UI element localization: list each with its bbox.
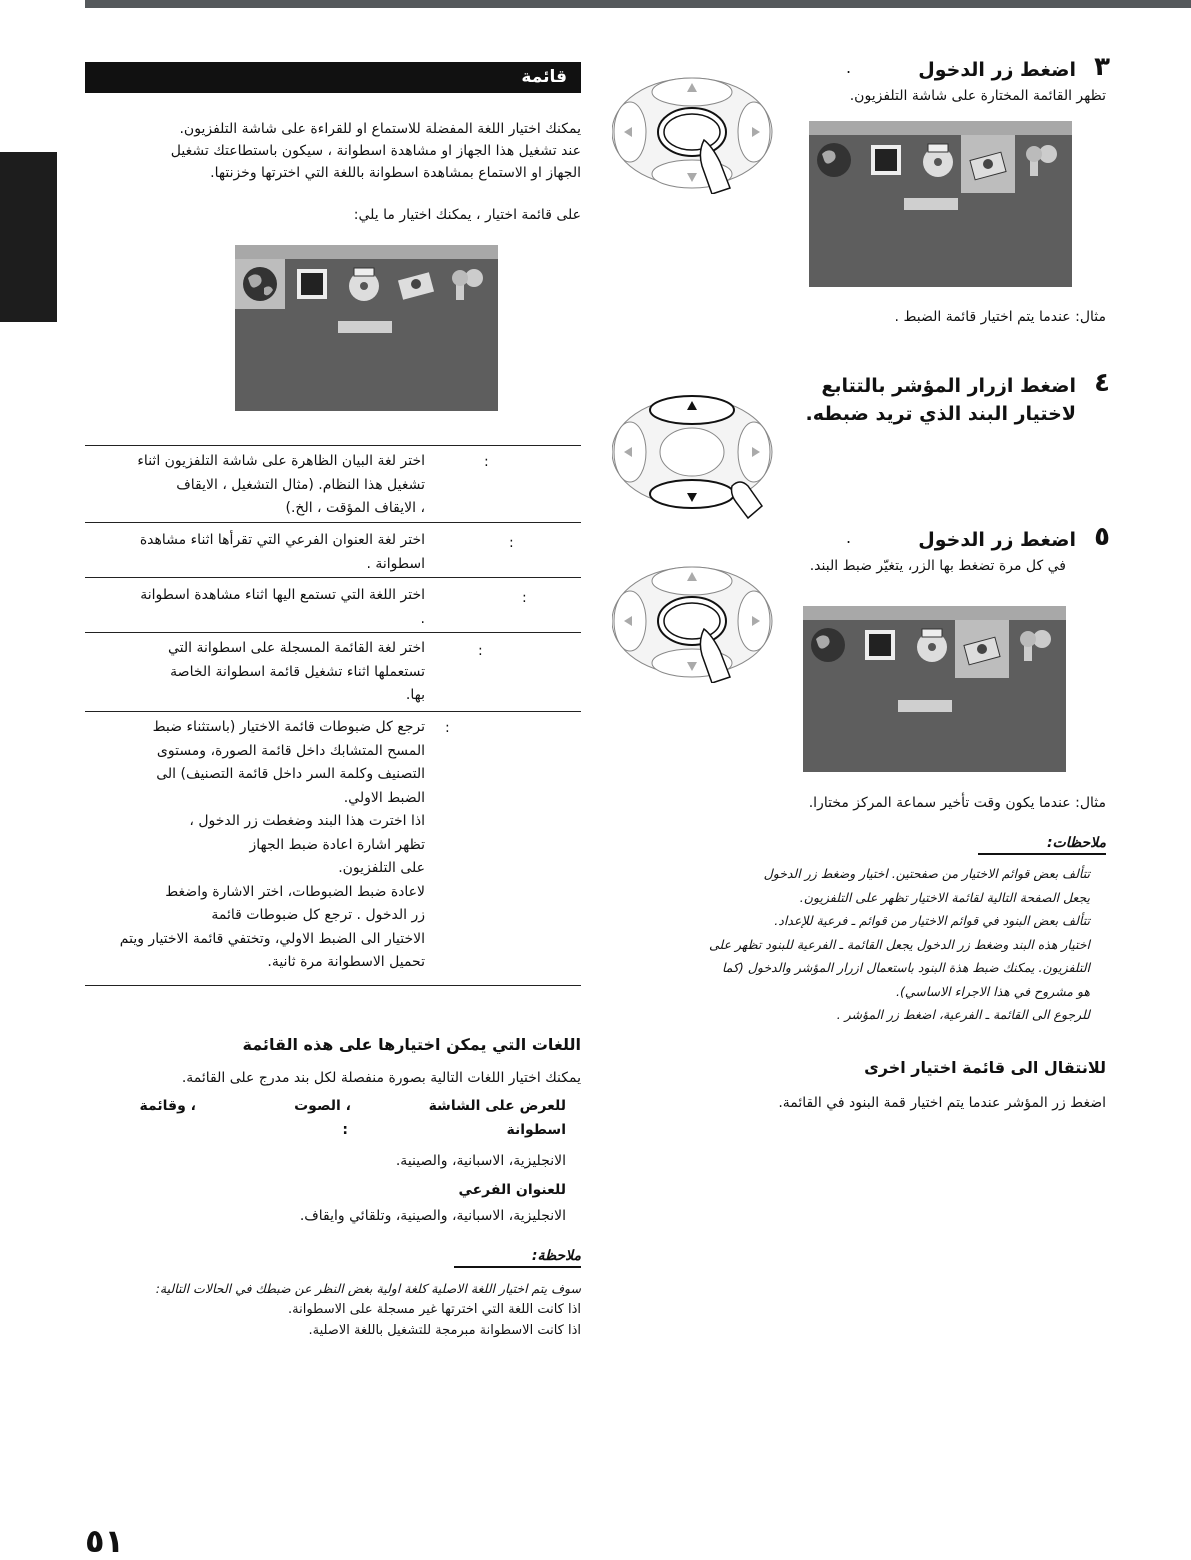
disc-label-line: اسطوانة : xyxy=(342,1122,566,1138)
languages-title: اللغات التي يمكن اختيارها على هذه القائمة xyxy=(242,1035,581,1054)
step-desc: تظهر القائمة المختارة على شاشة التلفزيون. xyxy=(849,88,1106,104)
setup-icon xyxy=(391,259,441,309)
remote-cursor-pad-updown xyxy=(612,394,774,522)
table-row: : اختر اللغة التي تستمع اليها اثناء مشاهدة اسطوانة . xyxy=(85,577,581,632)
intro-line: يمكنك اختيار اللغة المفضلة للاستماع او للقراءة على شاشة التلفزيون. xyxy=(179,121,581,137)
disc-menu-label: ، وقائمة xyxy=(139,1098,196,1114)
display-values: الانجليزية، الاسبانية، والصينية. xyxy=(395,1153,566,1169)
row-text: اختر لغة البيان الظاهرة على شاشة التلفزيون اثناء تشغيل هذا النظام. (مثال التشغيل ، الايقاف ، الايقاف المؤقت ، الخ.) xyxy=(137,453,425,516)
section-title: قائمة xyxy=(521,67,567,87)
key-icon xyxy=(1011,620,1061,670)
intro-line: عند تشغيل هذا الجهاز او مشاهدة اسطوانة ، سيكون باستطاعتك تشغيل xyxy=(170,143,581,159)
page-number: ٥١ xyxy=(85,1522,125,1560)
step-title: اضغط ازرار المؤشر بالتتابع xyxy=(821,375,1076,397)
table-row: : ترجع كل ضبوطات قائمة الاختيار (باستثناء ضبط المسح المتشابك داخل قائمة الصورة، ومستوى التصنيف وكلمة السر داخل قائمة التصنيف) الى الضبط الاولي. اذا اخترت هذا البند وضغطت زر الدخول ، تظهر اشارة اعادة ضبط الجهاز على التلفزيون. لاعادة ضبط الضبوطات، اختر الاشارة واضغط زر الدخول . ترجع كل ضبوطات قائمة الاختيار الى الضبط الاولي، وتختفي قائمة الاختيار ويتم تحميل الاسطوانة مرة ثانية. xyxy=(85,711,581,986)
remote-cursor-pad xyxy=(612,565,774,683)
notes-right-body: تتألف بعض قوائم الاختيار من صفحتين. اختيار وضغط زر الدخول يجعل الصفحة التالية لقائمة الاختيار تظهر على التلفزيون. تتألف بعض البنود في قوائم الاختيار من قوائم ـ فرعية للإعداد. اختيار هذه البند وضغط زر الدخول يجعل القائمة ـ الفرعية للبنود تظهر على التلفزيون. يمكنك ضبط هذة البنود باستعمال ازرار المؤشر والدخول (كما هو مشروح في هذا الاجراء الاساسي). للرجوع الى القائمة ـ الفرعية، اضغط زر المؤشر . xyxy=(709,866,1090,1022)
top-bar xyxy=(85,0,1191,8)
disc-label: اسطوانة xyxy=(506,1122,566,1138)
row-text: ترجع كل ضبوطات قائمة الاختيار (باستثناء ضبط المسح المتشابك داخل قائمة الصورة، ومستوى التصنيف وكلمة السر داخل قائمة التصنيف) الى الضبط الاولي. اذا اخترت هذا البند وضغطت زر الدخول ، تظهر اشارة اعادة ضبط الجهاز على التلفزيون. لاعادة ضبط الضبوطات، اختر الاشارة واضغط زر الدخول . ترجع كل ضبوطات قائمة الاختيار الى الضبط الاولي، وتختفي قائمة الاختيار ويتم تحميل الاسطوانة مرة ثانية. xyxy=(119,719,425,970)
menu-highlight-bar xyxy=(904,198,958,210)
globe-icon xyxy=(235,259,285,309)
table-row: : اختر لغة البيان الظاهرة على شاشة التلفزيون اثناء تشغيل هذا النظام. (مثال التشغيل ، الايقاف ، الايقاف المؤقت ، الخ.) xyxy=(85,445,581,522)
key-icon xyxy=(1017,135,1067,185)
intro-line: الجهاز او الاستماع بمشاهدة اسطوانة باللغة التي اخترتها وخزنتها. xyxy=(210,165,581,181)
globe-icon xyxy=(809,135,859,185)
audio-label: ، الصوت xyxy=(294,1098,351,1114)
step-title: اضغط زر الدخول xyxy=(918,529,1076,551)
setup-menu-screen-2 xyxy=(803,606,1066,772)
key-icon xyxy=(443,259,493,309)
step-number: ٣ xyxy=(1094,52,1110,82)
move-section-title: للانتقال الى قائمة اختيار اخرى xyxy=(864,1058,1106,1077)
menu-intro: على قائمة اختيار ، يمكنك اختيار ما يلي: xyxy=(353,207,581,223)
step-title: لاختيار البند الذي تريد ضبطه. xyxy=(805,403,1076,425)
notes-right-title: ملاحظات: xyxy=(978,835,1106,855)
picture-icon xyxy=(287,259,337,309)
disc-icon xyxy=(913,135,963,185)
move-section-text: اضغط زر المؤشر عندما يتم اختيار قمة البنود في القائمة. xyxy=(778,1095,1106,1111)
side-tab xyxy=(0,152,57,322)
step-title: اضغط زر الدخول xyxy=(918,59,1076,81)
table-row: : اختر لغة القائمة المسجلة على اسطوانة التي تستعملها اثناء تشغيل قائمة اسطوانة الخاصة بها. xyxy=(85,632,581,711)
menu-highlight-bar xyxy=(898,700,952,712)
note-left-body: سوف يتم اختيار اللغة الاصلية كلغة اولية بغض النظر عن ضبطك في الحالات التالية: اذا كانت اللغة التي اخترتها غير مسجلة على الاسطوانة. اذا كانت الاسطوانة مبرمجة للتشغيل باللغة الاصلية. xyxy=(155,1281,581,1338)
setup-icon xyxy=(955,620,1009,678)
languages-labels xyxy=(85,1098,566,1122)
picture-icon xyxy=(855,620,905,670)
remote-cursor-pad xyxy=(612,76,774,194)
table-row: : اختر لغة العنوان الفرعي التي تقرأها اثناء مشاهدة اسطوانة . xyxy=(85,522,581,577)
menu-strip xyxy=(235,245,498,259)
section-header xyxy=(85,62,581,93)
step-number: ٤ xyxy=(1094,368,1110,398)
step-desc: في كل مرة تضغط بها الزر، يتغيّر ضبط البند. xyxy=(809,558,1066,574)
step-example: مثال: عندما يتم اختيار قائمة الضبط . xyxy=(894,309,1106,325)
language-menu-screen xyxy=(235,245,498,411)
row-text: اختر لغة العنوان الفرعي التي تقرأها اثناء مشاهدة اسطوانة . xyxy=(139,532,425,572)
note-left-title: ملاحظة: xyxy=(454,1248,581,1268)
globe-icon xyxy=(803,620,853,670)
disc-icon xyxy=(339,259,389,309)
setup-menu-screen xyxy=(809,121,1072,287)
step-number: ٥ xyxy=(1094,522,1110,552)
languages-intro: يمكنك اختيار اللغات التالية بصورة منفصلة لكل بند مدرج على القائمة. xyxy=(181,1070,581,1086)
row-text: اختر لغة القائمة المسجلة على اسطوانة التي تستعملها اثناء تشغيل قائمة اسطوانة الخاصة بها. xyxy=(168,640,425,703)
menu-highlight-bar xyxy=(338,321,392,333)
picture-icon xyxy=(861,135,911,185)
settings-table xyxy=(85,445,581,986)
display-label: للعرض على الشاشة xyxy=(428,1098,566,1114)
step-example: مثال: عندما يكون وقت تأخير سماعة المركز مختارا. xyxy=(808,795,1106,811)
row-text: اختر اللغة التي تستمع اليها اثناء مشاهدة اسطوانة . xyxy=(140,587,425,627)
subtitle-values: الانجليزية، الاسبانية، والصينية، وتلقائي وايقاف. xyxy=(299,1208,566,1224)
subtitle-label: للعنوان الفرعي xyxy=(458,1182,566,1198)
disc-icon xyxy=(907,620,957,670)
setup-icon xyxy=(961,135,1015,193)
intro-text xyxy=(85,118,581,184)
